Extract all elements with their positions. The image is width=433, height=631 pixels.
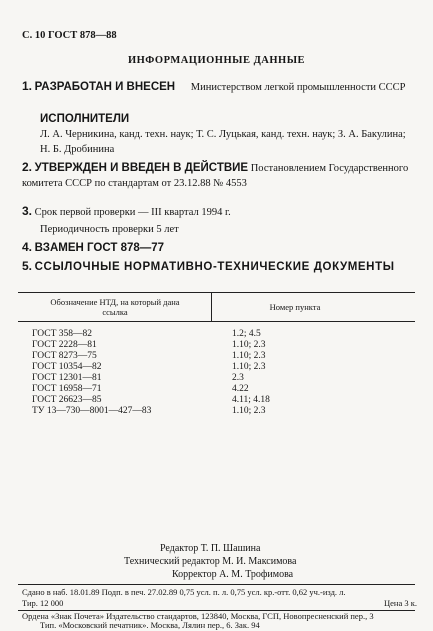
- document-title: ИНФОРМАЦИОННЫЕ ДАННЫЕ: [127, 55, 306, 66]
- ntd-cell: ГОСТ 8273—75: [32, 351, 97, 361]
- credit-tech-editor: Технический редактор М. И. Максимова: [124, 556, 297, 567]
- table-col-divider: [211, 292, 212, 321]
- executors-text: Л. А. Черникина, канд. техн. наук; Т. С. Луцькая, канд. техн. наук; З. А. Бакулина; Н. Б. Дробинина: [40, 129, 406, 155]
- footer-printer: Тип. «Московский печатник». Москва, Лялин пер., 6. Зак. 94: [40, 620, 260, 630]
- item-heading: ССЫЛОЧНЫЕ НОРМАТИВНО-ТЕХНИЧЕСКИЕ ДОКУМЕНТЫ: [34, 261, 395, 273]
- item-heading: ВЗАМЕН ГОСТ 878—77: [34, 242, 165, 254]
- table-col2-header: Номер пункта: [269, 302, 321, 312]
- table-col1-header: Обозначение НТД, на который дана ссылка: [50, 297, 180, 317]
- ntd-cell: ГОСТ 26623—85: [32, 395, 102, 405]
- footer-publisher: Ордена «Знак Почета» Издательство стандартов, 123840, Москва, ГСП, Новопресненский пер., 3: [22, 611, 374, 621]
- item-text: Срок первой проверки — III квартал 1994 г.: [34, 207, 231, 218]
- item-3: [22, 204, 414, 220]
- item-text: Министерством легкой промышленности СССР: [190, 82, 406, 93]
- clause-cell: 2.3: [232, 373, 244, 383]
- table-top-rule: [18, 292, 415, 293]
- table-row: [0, 384, 433, 395]
- footer-price: Цена 3 к.: [384, 598, 417, 608]
- item-1: [22, 79, 414, 95]
- table-row: [0, 373, 433, 384]
- table-body: [0, 329, 433, 417]
- executors-heading: ИСПОЛНИТЕЛИ: [40, 113, 130, 125]
- table-row: [0, 362, 433, 373]
- table-row: [0, 340, 433, 351]
- ntd-cell: ГОСТ 16958—71: [32, 384, 102, 394]
- page-header: С. 10 ГОСТ 878—88: [22, 30, 117, 41]
- item-number: 5.: [22, 259, 33, 273]
- check-period: Периодичность проверки 5 лет: [40, 224, 179, 235]
- clause-cell: 1.10; 2.3: [232, 406, 266, 416]
- item-5: [22, 259, 402, 275]
- ntd-cell: ТУ 13—730—8001—427—83: [32, 406, 152, 416]
- credit-corrector: Корректор А. М. Трофимова: [172, 569, 294, 580]
- clause-cell: 4.11; 4.18: [232, 395, 270, 405]
- item-heading: РАЗРАБОТАН И ВНЕСЕН: [34, 81, 176, 93]
- table-row: [0, 406, 433, 417]
- item-number: 3.: [22, 204, 33, 218]
- clause-cell: 4.22: [232, 384, 249, 394]
- item-heading: УТВЕРЖДЕН И ВВЕДЕН В ДЕЙСТВИЕ: [34, 162, 249, 174]
- clause-cell: 1.2; 4.5: [232, 329, 261, 339]
- credit-editor: Редактор Т. П. Шашина: [160, 543, 261, 554]
- ntd-cell: ГОСТ 10354—82: [32, 362, 102, 372]
- footer-circulation: Тир. 12 000: [22, 598, 64, 608]
- clause-cell: 1.10; 2.3: [232, 340, 266, 350]
- clause-cell: 1.10; 2.3: [232, 351, 266, 361]
- ntd-cell: ГОСТ 358—82: [32, 329, 92, 339]
- clause-cell: 1.10; 2.3: [232, 362, 266, 372]
- table-header-rule: [18, 321, 415, 322]
- ntd-cell: ГОСТ 2228—81: [32, 340, 97, 350]
- item-2: [22, 160, 414, 191]
- table-row: [0, 395, 433, 406]
- item-number: 1.: [22, 79, 33, 93]
- footer-print-data: Сдано в наб. 18.01.89 Подп. в печ. 27.02.89 0,75 усл. п. л. 0,75 усл. кр.-отт. 0,62 уч.-изд. л.: [22, 587, 346, 597]
- item-number: 2.: [22, 160, 33, 174]
- item-number: 4.: [22, 240, 33, 254]
- footer-top-rule: [18, 584, 415, 585]
- ntd-cell: ГОСТ 12301—81: [32, 373, 102, 383]
- table-row: [0, 351, 433, 362]
- item-4: [22, 240, 414, 256]
- item-text: Постановлением Государственного комитета СССР по стандартам от 23.12.88 № 4553: [22, 163, 409, 189]
- executors: [40, 112, 414, 157]
- table-row: [0, 329, 433, 340]
